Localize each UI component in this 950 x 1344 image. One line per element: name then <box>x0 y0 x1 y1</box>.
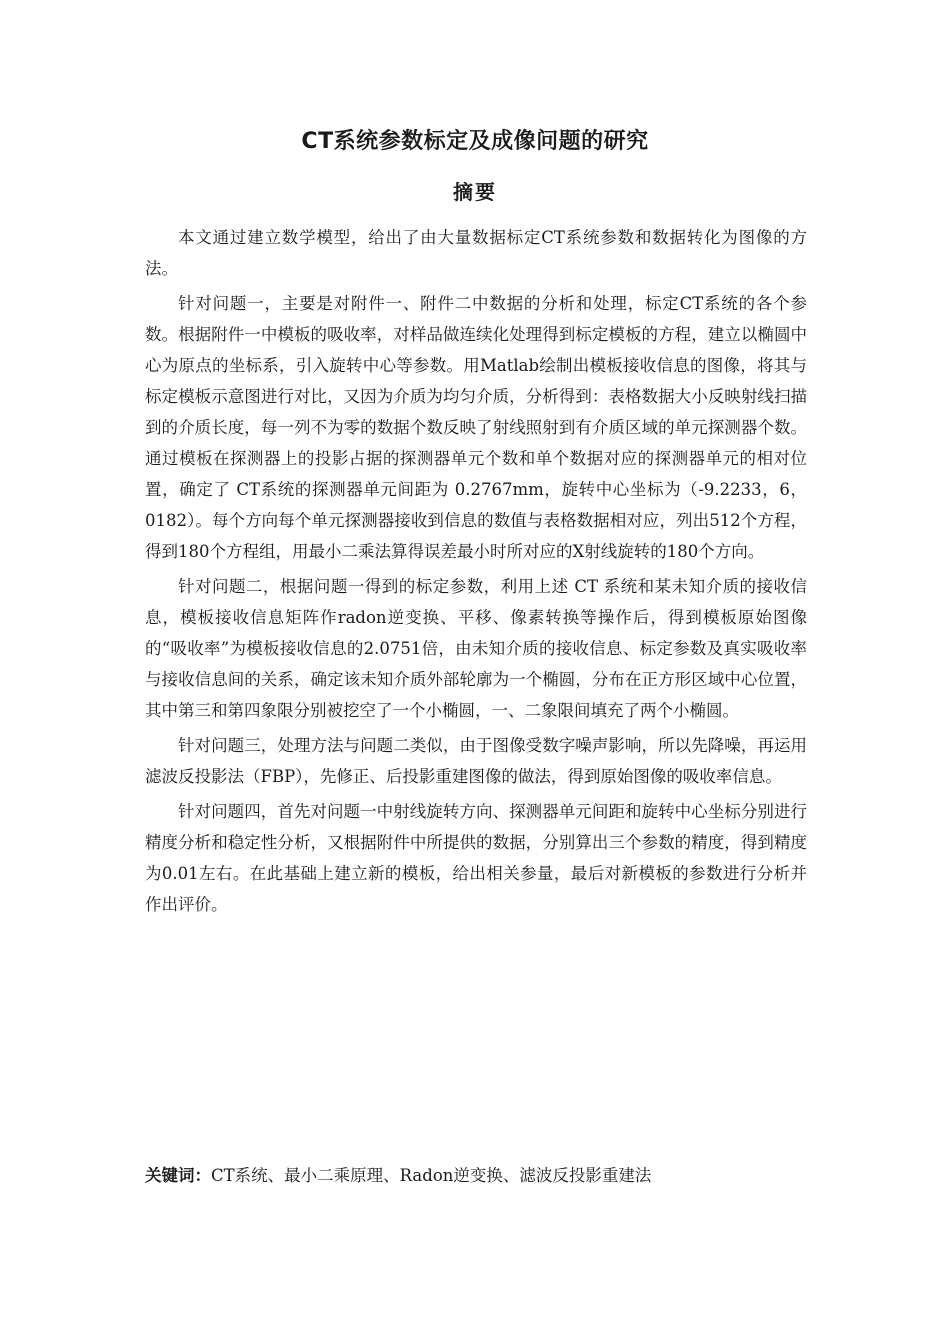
paper-title: CT系统参数标定及成像问题的研究 <box>301 129 649 154</box>
abstract-paragraph-problem-3: 针对问题三，处理方法与问题二类似，由于图像受数字噪声影响，所以先降噪，再运用滤波反投影法（FBP），先修正、后投影重建图像的做法，得到原始图像的吸收率信息。 <box>145 736 807 786</box>
keywords-line <box>145 1160 807 1191</box>
abstract-paragraph-intro: 本文通过建立数学模型，给出了由大量数据标定CT系统参数和数据转化为图像的方法。 <box>145 228 807 278</box>
keywords-text: CT系统、最小二乘原理、Radon逆变换、滤波反投影重建法 <box>211 1166 652 1185</box>
abstract-paragraph-problem-1: 针对问题一，主要是对附件一、附件二中数据的分析和处理，标定CT系统的各个参数。根据附件一中模板的吸收率，对样品做连续化处理得到标定模板的方程，建立以椭圆中心为原点的坐标系，引入旋转中心等参数。用Matlab绘制出模板接收信息的图像，将其与标定模板示意图进行对比，又因为介质为均匀介质，分析得到：表格数据大小反映射线扫描到的介质长度，每一列不为零的数据个数反映了射线照射到有介质区域的单元探测器个数。通过模板在探测器上的投影占据的探测器单元个数和单个数据对应的探测器单元的相对位置，确定了 CT系统的探测器单元间距为 0.2767mm，旋转中心坐标为（-9.2233，6，0182）。每个方向每个单元探测器接收到信息的数值与表格数据相对应，列出512个方程，得到180个方程组，用最小二乘法算得误差最小时所对应的X射线旋转的180个方向。 <box>145 294 807 561</box>
abstract-body <box>145 222 807 924</box>
abstract-paragraph-problem-4: 针对问题四，首先对问题一中射线旋转方向、探测器单元间距和旋转中心坐标分别进行精度分析和稳定性分析，又根据附件中所提供的数据，分别算出三个参数的精度，得到精度为0.01左右。在此基础上建立新的模板，给出相关参量，最后对新模板的参数进行分析并作出评价。 <box>145 802 807 914</box>
abstract-heading: 摘要 <box>453 180 497 204</box>
abstract-paragraph-problem-2: 针对问题二，根据问题一得到的标定参数，利用上述 CT 系统和某未知介质的接收信息，模板接收信息矩阵作radon逆变换、平移、像素转换等操作后，得到模板原始图像的“吸收率”为模板接收信息的2.0751倍，由未知介质的接收信息、标定参数及真实吸收率与接收信息间的关系，确定该未知介质外部轮廓为一个椭圆，分布在正方形区域中心位置，其中第三和第四象限分别被挖空了一个小椭圆，一、二象限间填充了两个小椭圆。 <box>145 577 807 720</box>
keywords-label: 关键词： <box>145 1166 211 1185</box>
